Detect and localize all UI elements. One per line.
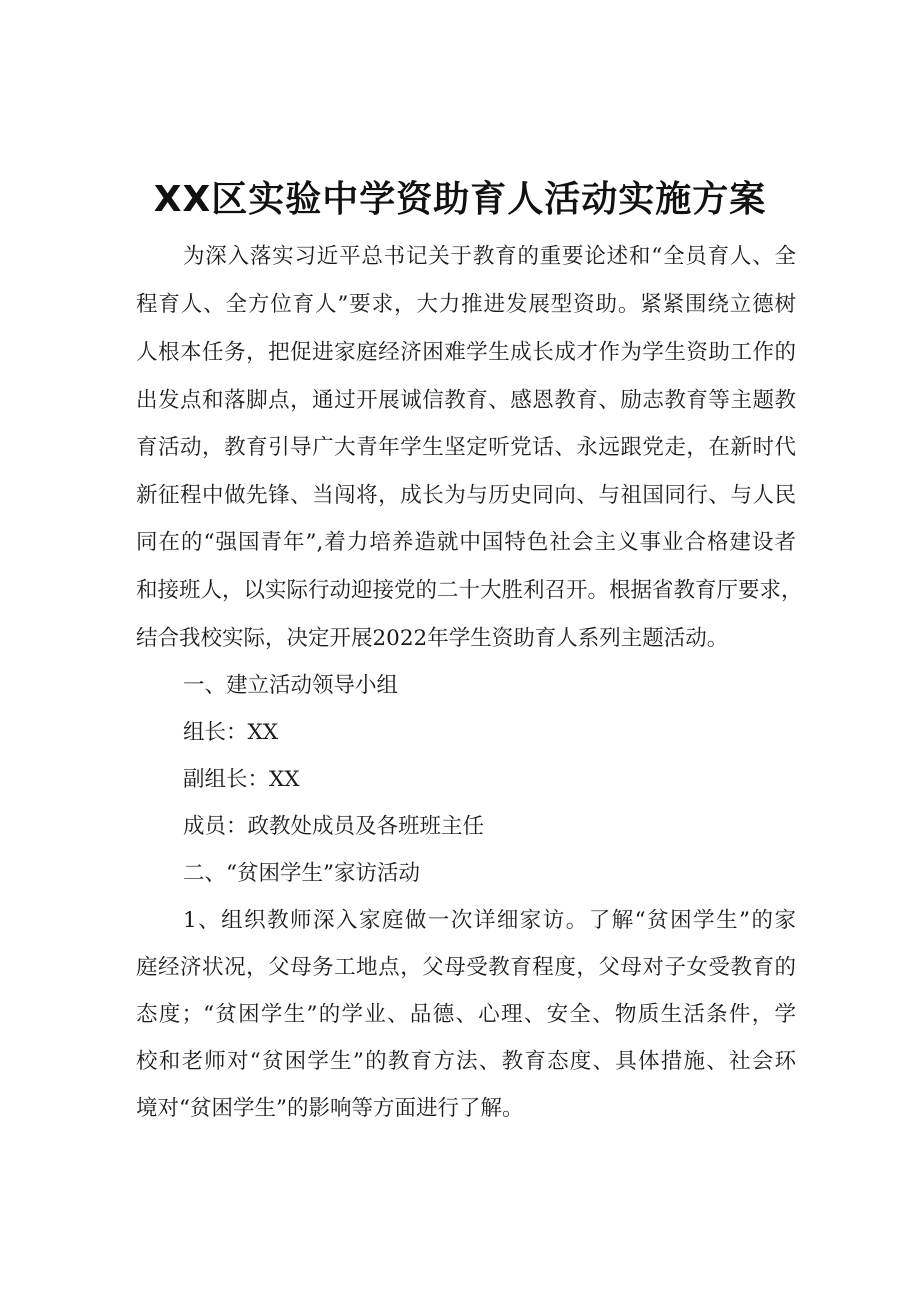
intro-line: 新征程中做先锋、当闯将，成长为与历史同向、与祖国同行、与人民	[136, 483, 796, 508]
intro-line: 程育人、全方位育人”要求，大力推进发展型资助。紧紧围绕立德树	[136, 292, 796, 317]
section-heading: 一、建立活动领导小组	[183, 673, 399, 698]
intro-line: 人根本任务，把促进家庭经济困难学生成长成才作为学生资助工作的	[136, 340, 796, 365]
intro-line: 和接班人，以实际行动迎接党的二十大胜利召开。根据省教育厅要求，	[136, 578, 803, 603]
intro-line: 出发点和落脚点，通过开展诚信教育、感恩教育、励志教育等主题教	[136, 388, 796, 413]
item-line: 校和老师对“贫困学生”的教育方法、教育态度、具体措施、社会环	[136, 1049, 796, 1074]
intro-line: 结合我校实际，决定开展2022年学生资助育人系列主题活动。	[136, 626, 729, 651]
item-line: 境对“贫困学生”的影响等方面进行了解。	[136, 1096, 524, 1121]
intro-line: 同在的“强国青年”,着力培养造就中国特色社会主义事业合格建设者	[136, 530, 796, 555]
item-line: 态度；“贫困学生”的学业、品德、心理、安全、物质生活条件，学	[136, 1002, 796, 1027]
intro-line: 为深入落实习近平总书记关于教育的重要论述和“全员育人、全	[183, 244, 796, 269]
document-title: XX区实验中学资助育人活动实施方案	[153, 179, 767, 220]
item-line: 1、组织教师深入家庭做一次详细家访。了解“贫困学生”的家	[183, 908, 796, 933]
group-leader: 组长：XX	[183, 720, 279, 745]
section-heading: 二、“贫困学生”家访活动	[183, 861, 420, 886]
group-members: 成员：政教处成员及各班班主任	[183, 814, 485, 839]
item-line: 庭经济状况，父母务工地点，父母受教育程度，父母对子女受教育的	[136, 955, 796, 980]
intro-line: 育活动，教育引导广大青年学生坚定听党话、永远跟党走，在新时代	[136, 435, 796, 460]
group-deputy: 副组长：XX	[183, 767, 300, 792]
